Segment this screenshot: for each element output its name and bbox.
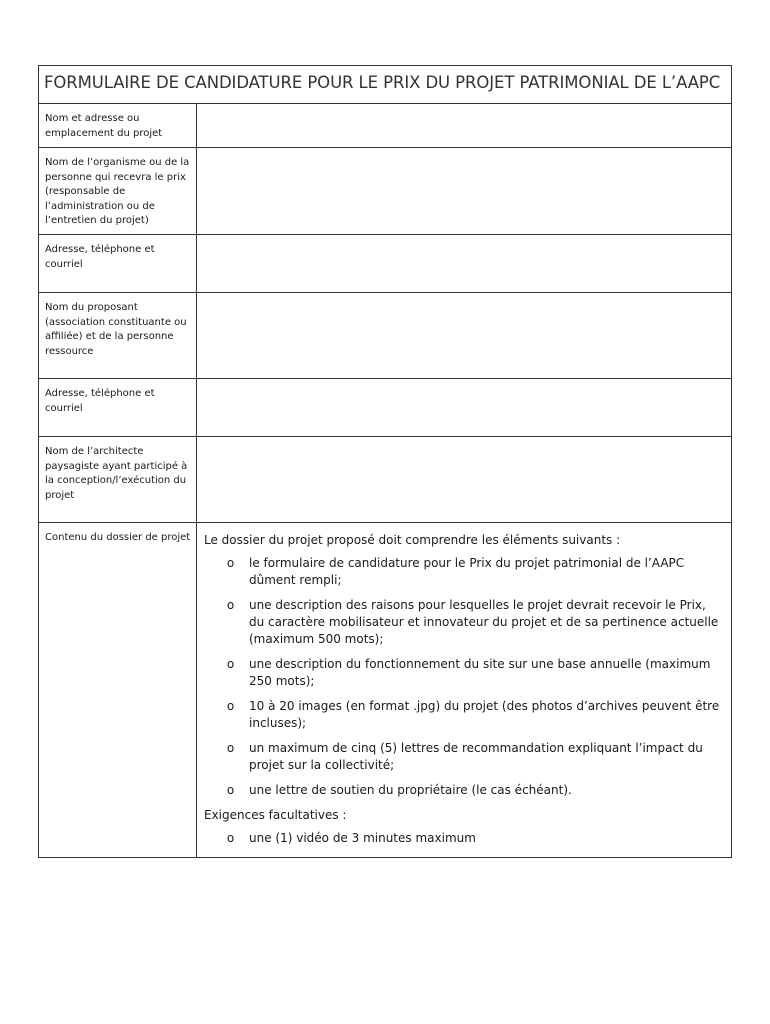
label-proposer: Nom du proposant (association constituante ou affiliée) et de la personne ressource xyxy=(39,293,197,378)
field-award-recipient[interactable] xyxy=(197,148,731,234)
bullet-marker: o xyxy=(226,598,235,612)
row-recipient-contact xyxy=(39,235,731,293)
field-proposer[interactable] xyxy=(197,293,731,378)
label-landscape-architect: Nom de l’architecte paysagiste ayant participé à la conception/l’exécution du projet xyxy=(39,437,197,522)
list-item xyxy=(204,656,723,690)
label-award-recipient: Nom de l’organisme ou de la personne qui recevra le prix (responsable de l’administration ou de l’entretien du projet) xyxy=(39,148,197,234)
list-item xyxy=(204,740,723,774)
row-landscape-architect xyxy=(39,437,731,523)
field-landscape-architect[interactable] xyxy=(197,437,731,522)
field-proposer-contact[interactable] xyxy=(197,379,731,436)
field-project-name-address[interactable] xyxy=(197,104,731,147)
bullet-marker: o xyxy=(226,741,235,755)
row-proposer xyxy=(39,293,731,379)
form-title: FORMULAIRE DE CANDIDATURE POUR LE PRIX DU PROJET PATRIMONIAL DE L’AAPC xyxy=(39,66,731,104)
list-item-text: le formulaire de candidature pour le Prix du projet patrimonial de l’AAPC dûment rempli; xyxy=(249,556,685,587)
row-dossier-contents xyxy=(39,523,731,857)
dossier-intro: Le dossier du projet proposé doit comprendre les éléments suivants : xyxy=(204,533,621,547)
label-project-name-address: Nom et adresse ou emplacement du projet xyxy=(39,104,197,147)
list-item-text: une description du fonctionnement du site sur une base annuelle (maximum 250 mots); xyxy=(249,657,711,688)
list-item-text: une lettre de soutien du propriétaire (le cas échéant). xyxy=(249,783,572,797)
optional-items-list xyxy=(204,830,723,847)
field-recipient-contact[interactable] xyxy=(197,235,731,292)
row-project-name-address xyxy=(39,104,731,148)
list-item xyxy=(204,782,723,799)
bullet-marker: o xyxy=(226,783,235,797)
list-item xyxy=(204,830,723,847)
row-award-recipient xyxy=(39,148,731,235)
application-form-table xyxy=(38,65,732,858)
optional-requirements-heading: Exigences facultatives : xyxy=(204,808,347,822)
bullet-marker: o xyxy=(226,556,235,570)
list-item xyxy=(204,698,723,732)
list-item-text: 10 à 20 images (en format .jpg) du projet (des photos d’archives peuvent être incluses); xyxy=(249,699,720,730)
label-dossier-contents: Contenu du dossier de projet xyxy=(39,523,197,857)
list-item xyxy=(204,597,723,648)
list-item-text: une description des raisons pour lesquelles le projet devrait recevoir le Prix, du caractère mobilisateur et innovateur du projet et de sa pertinence actuelle (maximum 500 mots); xyxy=(249,598,719,646)
bullet-marker: o xyxy=(226,831,235,845)
list-item-text: un maximum de cinq (5) lettres de recommandation expliquant l’impact du projet sur la collectivité; xyxy=(249,741,703,772)
list-item xyxy=(204,555,723,589)
row-proposer-contact xyxy=(39,379,731,437)
label-recipient-contact: Adresse, téléphone et courriel xyxy=(39,235,197,292)
label-proposer-contact: Adresse, téléphone et courriel xyxy=(39,379,197,436)
dossier-requirements xyxy=(197,523,731,857)
bullet-marker: o xyxy=(226,699,235,713)
bullet-marker: o xyxy=(226,657,235,671)
list-item-text: une (1) vidéo de 3 minutes maximum xyxy=(249,831,476,845)
required-items-list xyxy=(204,555,723,799)
